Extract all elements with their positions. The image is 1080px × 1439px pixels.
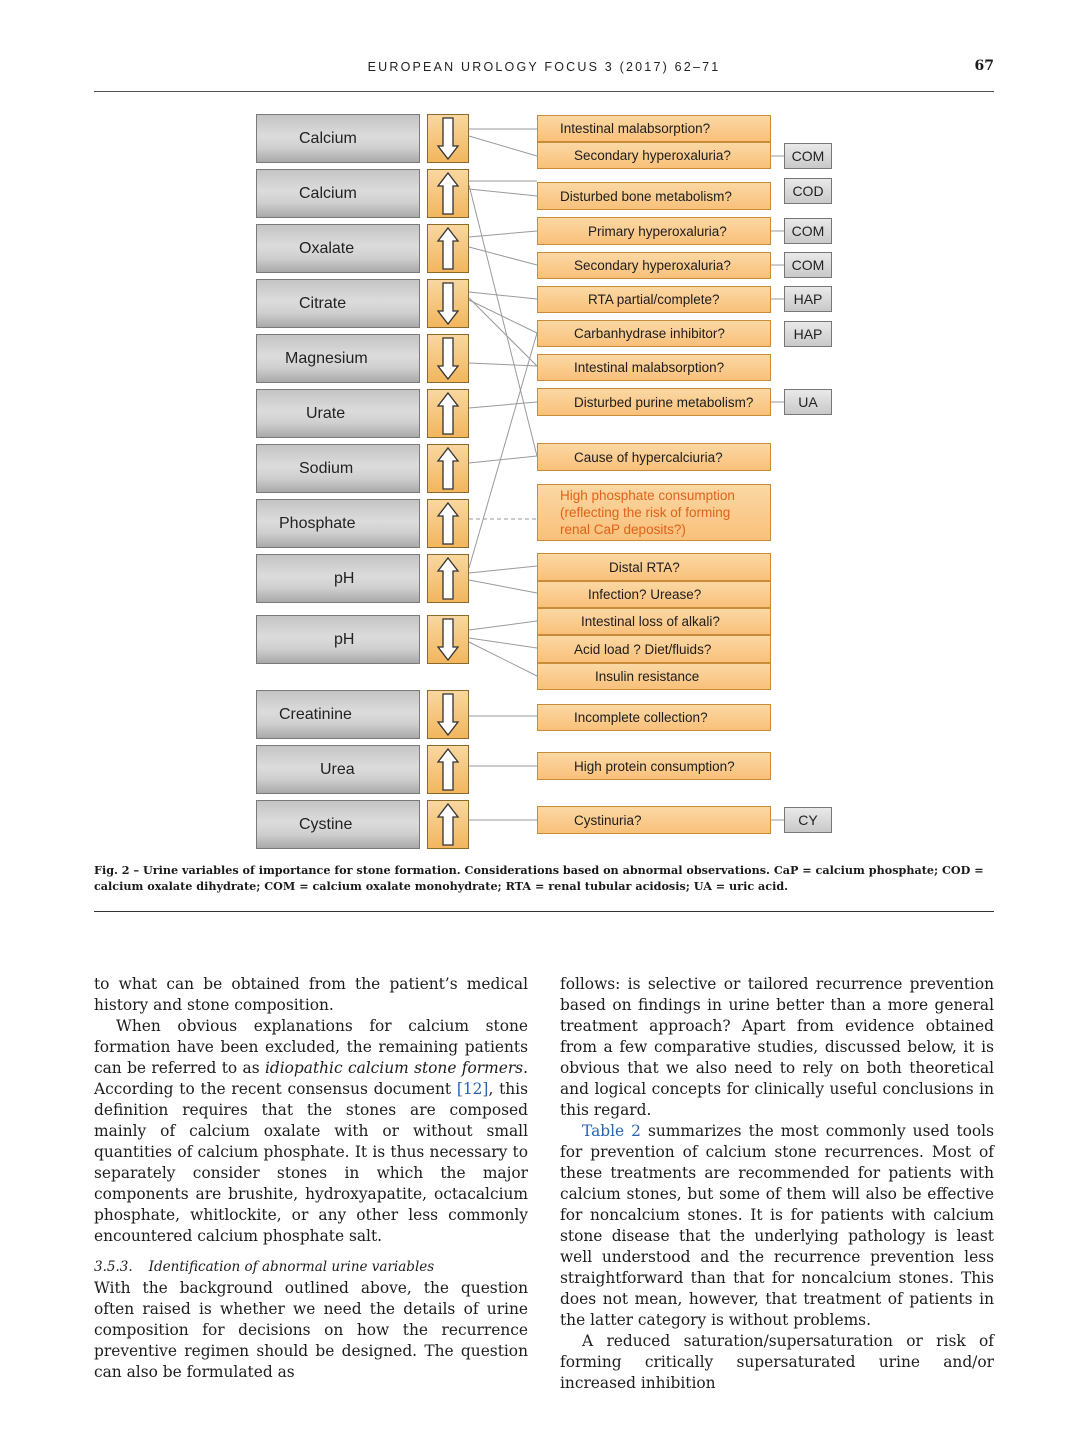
variable-box: pH [256, 615, 420, 664]
connector [469, 247, 537, 265]
connector [469, 231, 537, 237]
connector [469, 298, 537, 366]
connector [469, 580, 537, 593]
connector [469, 638, 537, 648]
variable-box: Sodium [256, 444, 420, 493]
cause-box: Secondary hyperoxaluria? [537, 252, 771, 279]
cause-box: Acid load ? Diet/fluids? [537, 635, 771, 663]
cause-box: Intestinal malabsorption? [537, 115, 771, 142]
cause-box: Cystinuria? [537, 806, 771, 834]
connector [469, 621, 537, 630]
arrow-up-icon [427, 224, 469, 273]
connector [469, 402, 537, 408]
cause-box: Infection? Urease? [537, 581, 771, 608]
cause-box: Incomplete collection? [537, 704, 771, 731]
variable-box: Urate [256, 389, 420, 438]
cause-box: Disturbed purine metabolism? [537, 388, 771, 416]
variable-box: Magnesium [256, 334, 420, 383]
variable-box: Calcium [256, 169, 420, 218]
cause-box: RTA partial/complete? [537, 286, 771, 313]
stone-type-box: COM [784, 252, 832, 278]
figure-caption: Fig. 2 – Urine variables of importance for stone formation. Considerations based on abnormal observations. CaP = calcium phosphate; COD = calcium oxalate dihydrate; COM = calcium oxalate monohydrate; RTA = renal tubular acidosis; UA = uric acid. [94, 863, 984, 893]
arrow-up-icon [427, 800, 469, 849]
arrow-up-icon [427, 389, 469, 438]
paragraph: to what can be obtained from the patient’s medical history and stone composition. [94, 975, 528, 1014]
cause-box: Distal RTA? [537, 553, 771, 581]
subsection-heading: 3.5.3. Identification of abnormal urine variables [94, 1259, 435, 1275]
paragraph: Table 2 summarizes the most commonly used tools for prevention of calcium stone recurrences. Most of these treatments are recommended for patients with calcium stones, but some of them will also be effective for noncalcium stones. It is for patients with calcium stone disease that the underlying pathology is least well understood and the recurrence prevention less straightforward than that for noncalcium stones. This does not mean, however, that treatment of patients in the latter category is without problems. [560, 1122, 995, 1329]
citation-link[interactable]: [12] [456, 1080, 489, 1098]
cause-box: Carbanhydrase inhibitor? [537, 320, 771, 347]
variable-box: Citrate [256, 279, 420, 328]
page-number: 67 [974, 58, 994, 74]
arrow-down-icon [427, 334, 469, 383]
paragraph: With the background outlined above, the question often raised is whether we need the details of urine composition for decisions on how the recurrence preventive regimen should be designed. The question can also be formulated as [94, 1279, 528, 1381]
stone-type-box: HAP [784, 286, 832, 312]
cause-box: Intestinal malabsorption? [537, 354, 771, 381]
arrow-up-icon [427, 499, 469, 548]
connector [469, 333, 537, 568]
arrow-down-icon [427, 615, 469, 664]
arrow-down-icon [427, 690, 469, 739]
caption-rule [94, 911, 994, 912]
arrow-down-icon [427, 279, 469, 328]
cause-box: Intestinal loss of alkali? [537, 608, 771, 635]
variable-box: Calcium [256, 114, 420, 163]
cause-box: Secondary hyperoxaluria? [537, 142, 771, 169]
paragraph: When obvious explanations for calcium stone formation have been excluded, the remaining patients can be referred to as idiopathic calcium stone formers. According to the recent consensus document [12], this definition requires that the stones are composed mainly of calcium oxalate with or without small quantities of calcium phosphate. It is thus necessary to separately consider stones in which the major components are brushite, hydroxyapatite, octacalcium phosphate, whitlockite, or any other less commonly encountered calcium phosphate salt. [94, 1017, 528, 1245]
arrow-up-icon [427, 169, 469, 218]
connector [469, 185, 537, 456]
connector [469, 566, 537, 573]
arrow-up-icon [427, 554, 469, 603]
variable-box: Creatinine [256, 690, 420, 739]
stone-type-box: HAP [784, 321, 832, 347]
connector [469, 189, 537, 196]
stone-type-box: COD [784, 178, 832, 204]
variable-box: Oxalate [256, 224, 420, 273]
stone-type-box: COM [784, 218, 832, 244]
table-link[interactable]: Table 2 [582, 1122, 641, 1140]
left-column [94, 974, 528, 1383]
stone-type-box: COM [784, 143, 832, 169]
arrow-down-icon [427, 114, 469, 163]
cause-box: Insulin resistance [537, 663, 771, 690]
variable-box: Urea [256, 745, 420, 794]
connector [469, 642, 537, 676]
paragraph: follows: is selective or tailored recurrence prevention based on findings in urine better than a more general treatment approach? Apart from evidence obtained from a few comparative studies, discussed below, it is obvious that we also need to rely on both theoretical and logical concepts for clinically useful conclusions in this regard. [560, 975, 994, 1119]
stone-type-box: UA [784, 389, 832, 415]
stone-type-box: CY [784, 807, 832, 833]
cause-box: Disturbed bone metabolism? [537, 182, 771, 210]
journal-title: EUROPEAN UROLOGY FOCUS 3 (2017) 62–71 [367, 60, 721, 74]
cause-box: High protein consumption? [537, 752, 771, 780]
connector [469, 136, 537, 156]
paragraph: A reduced saturation/supersaturation or risk of forming critically supersaturated urine and/or increased inhibition [560, 1332, 994, 1392]
connector [469, 363, 537, 366]
connector [469, 292, 537, 299]
variable-box: pH [256, 554, 420, 603]
connector [469, 456, 537, 463]
arrow-up-icon [427, 745, 469, 794]
cause-box: Primary hyperoxaluria? [537, 217, 771, 245]
cause-box: Cause of hypercalciuria? [537, 443, 771, 471]
variable-box: Cystine [256, 800, 420, 849]
connector [469, 300, 537, 333]
variable-box: Phosphate [256, 499, 420, 548]
cause-box-highlight: High phosphate consumption (reflecting the risk of forming renal CaP deposits?) [537, 484, 771, 541]
right-column [560, 974, 994, 1394]
arrow-up-icon [427, 444, 469, 493]
